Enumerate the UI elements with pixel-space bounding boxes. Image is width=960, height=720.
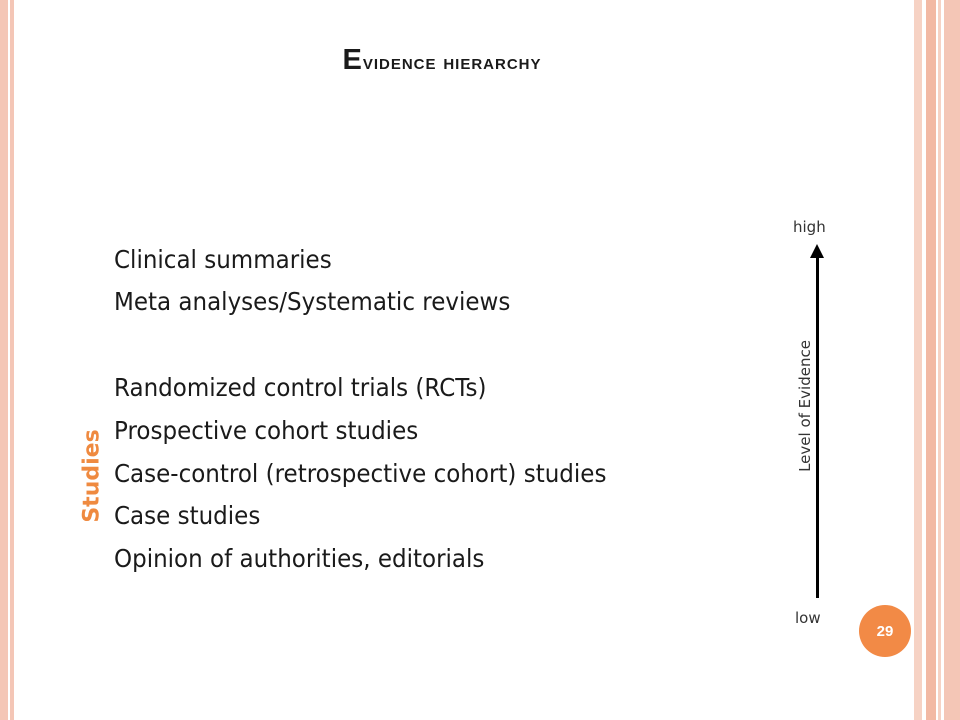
hierarchy-item-prospective-cohort: Prospective cohort studies (114, 416, 419, 445)
slide-title (0, 44, 884, 77)
axis-low-label: low (795, 609, 821, 627)
title-rest: vidence hierarchy (362, 51, 542, 74)
hierarchy-item-clinical-summaries: Clinical summaries (114, 245, 332, 274)
left-border-decoration (0, 0, 14, 720)
page-number-badge: 29 (859, 605, 911, 657)
hierarchy-item-case-studies: Case studies (114, 501, 261, 530)
hierarchy-item-meta-analyses: Meta analyses/Systematic reviews (114, 287, 511, 316)
hierarchy-item-opinion: Opinion of authorities, editorials (114, 544, 485, 573)
title-initial: E (342, 44, 363, 76)
axis-title: Level of Evidence (796, 340, 814, 472)
axis-high-label: high (793, 218, 826, 236)
studies-side-label: Studies (79, 429, 105, 523)
hierarchy-item-case-control: Case-control (retrospective cohort) studies (114, 459, 607, 488)
hierarchy-item-rcts: Randomized control trials (RCTs) (114, 373, 487, 402)
evidence-axis-line (816, 254, 819, 598)
right-border-decoration (914, 0, 960, 720)
